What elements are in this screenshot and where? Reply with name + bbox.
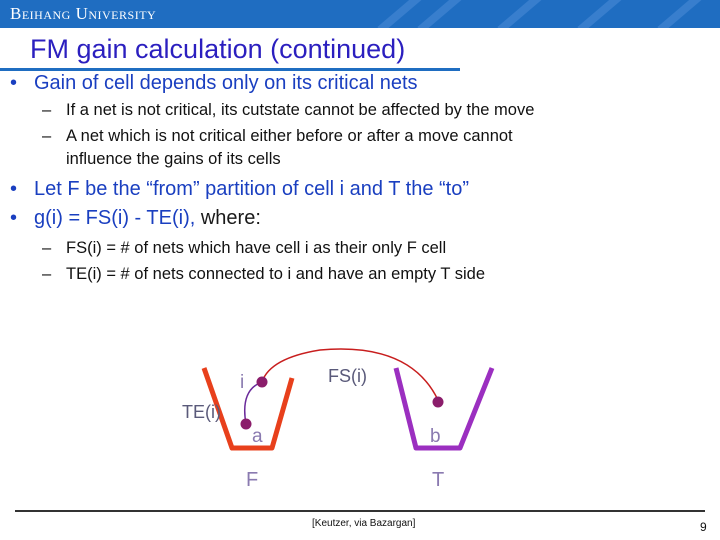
sub-bullet-te	[42, 264, 486, 285]
sub-bullet-text: influence the gains of its cells	[66, 150, 281, 168]
sub-bullet-continuation	[66, 149, 281, 170]
bullet-critical-nets	[10, 72, 418, 95]
te-net-line	[245, 382, 262, 424]
sub-bullet-fs	[42, 238, 447, 259]
citation: [Keutzer, via Bazargan]	[312, 518, 416, 529]
label-te: TE(i)	[182, 402, 221, 422]
sub-bullet-text: A net which is not critical either before or after a move cannot	[66, 127, 513, 145]
header-bar	[0, 0, 720, 28]
sub-bullet-dash: –	[42, 239, 52, 257]
sub-bullet-text: If a net is not critical, its cutstate cannot be affected by the move	[66, 101, 535, 119]
bullet-dot: •	[10, 178, 18, 200]
to-partition-shape	[396, 368, 492, 448]
label-b: b	[430, 426, 441, 447]
bullet-dot: •	[10, 207, 18, 229]
page-number: 9	[700, 520, 707, 534]
sub-bullet-dash: –	[42, 265, 52, 283]
header-decoration	[360, 0, 720, 28]
title-underline	[0, 68, 460, 71]
bullet-formula-tail: where:	[195, 207, 261, 229]
slide-title: FM gain calculation (continued)	[30, 34, 406, 64]
university-logo: Beihang University	[10, 4, 157, 23]
sub-bullet-text: TE(i) = # of nets connected to i and have an empty T side	[66, 265, 486, 283]
footer-divider	[15, 510, 705, 512]
partition-diagram	[170, 330, 510, 500]
bullet-text: Gain of cell depends only on its critical nets	[34, 72, 418, 94]
cell-b	[433, 397, 444, 408]
cell-a	[241, 419, 252, 430]
sub-bullet-dash: –	[42, 127, 52, 145]
label-from: F	[246, 469, 259, 491]
label-i: i	[240, 372, 245, 393]
cell-i	[257, 377, 268, 388]
bullet-text: Let F be the “from” partition of cell i and T the “to”	[34, 178, 470, 200]
label-to: T	[432, 469, 445, 491]
sub-bullet-text: FS(i) = # of nets which have cell i as their only F cell	[66, 239, 447, 257]
bullet-gain-formula	[10, 207, 261, 230]
sub-bullet-dash: –	[42, 101, 52, 119]
sub-bullet-not-critical-move	[42, 126, 513, 147]
bullet-dot: •	[10, 72, 18, 94]
label-a: a	[252, 426, 263, 447]
bullet-from-to	[10, 178, 470, 201]
label-fs: FS(i)	[328, 366, 367, 386]
sub-bullet-not-critical	[42, 100, 535, 121]
bullet-formula: g(i) = FS(i) - TE(i),	[34, 207, 196, 229]
